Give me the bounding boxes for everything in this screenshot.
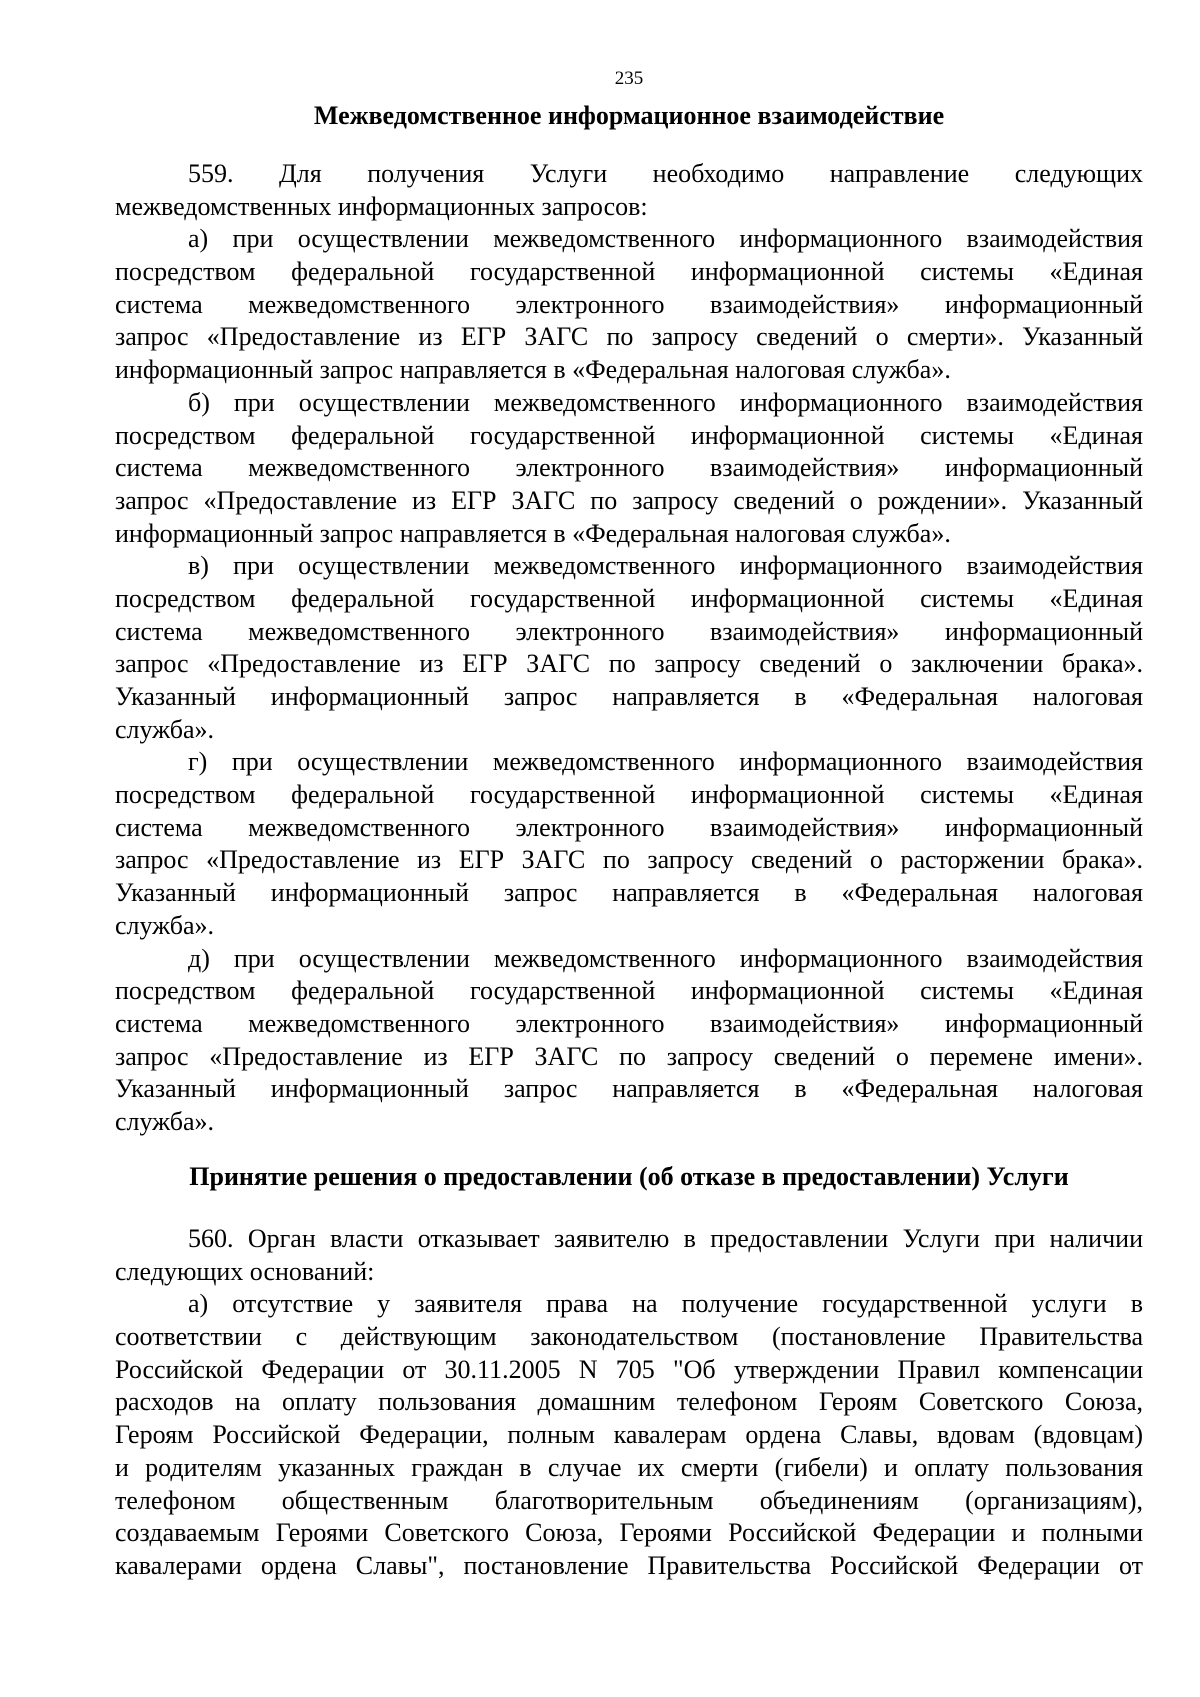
text-line: в) при осуществлении межведомственного информационного взаимодействия	[188, 551, 1143, 581]
text-line: телефоном общественным благотворительным объединениям (организациям),	[115, 1485, 1143, 1515]
text-line: посредством федеральной государственной информационной системы «Единая	[115, 976, 1143, 1006]
text-line: посредством федеральной государственной информационной системы «Единая	[115, 420, 1143, 450]
text-line: система межведомственного электронного взаимодействия» информационный	[115, 289, 1143, 319]
text-line: запрос «Предоставление из ЕГР ЗАГС по запросу сведений о смерти». Указанный	[115, 322, 1143, 352]
text-line: информационный запрос направляется в «Федеральная налоговая служба».	[115, 355, 951, 385]
text-line: служба».	[115, 1106, 215, 1136]
text-line: Указанный информационный запрос направляется в «Федеральная налоговая	[115, 878, 1143, 908]
text-line: система межведомственного электронного взаимодействия» информационный	[115, 616, 1143, 646]
text-line: система межведомственного электронного взаимодействия» информационный	[115, 453, 1143, 483]
section-heading-decision: Принятие решения о предоставлении (об отказе в предоставлении) Услуги	[189, 1162, 1069, 1191]
text-line: расходов на оплату пользования домашним телефоном Героям Советского Союза,	[115, 1387, 1143, 1417]
text-line: д) при осуществлении межведомственного информационного взаимодействия	[188, 943, 1143, 973]
text-line: Российской Федерации от 30.11.2005 N 705 "Об утверждении Правил компенсации	[115, 1354, 1143, 1384]
text-line: 559. Для получения Услуги необходимо направление следующих	[188, 159, 1143, 188]
text-line: межведомственных информационных запросов:	[115, 191, 648, 221]
text-line: Указанный информационный запрос направляется в «Федеральная налоговая	[115, 1074, 1143, 1104]
text-line: и родителям указанных граждан в случае их смерти (гибели) и оплату пользования	[115, 1452, 1143, 1482]
text-line: а) при осуществлении межведомственного информационного взаимодействия	[188, 224, 1143, 254]
text-line: Героям Российской Федерации, полным кавалерам ордена Славы, вдовам (вдовцам)	[115, 1420, 1143, 1450]
section-heading-interagency: Межведомственное информационное взаимодействие	[313, 101, 945, 130]
text-line: а) отсутствие у заявителя права на получение государственной услуги в	[188, 1289, 1143, 1319]
section-interagency-body	[115, 158, 1143, 1139]
text-line: запрос «Предоставление из ЕГР ЗАГС по запросу сведений о расторжении брака».	[115, 845, 1143, 875]
text-line: создаваемым Героями Советского Союза, Героями Российской Федерации и полными	[115, 1518, 1143, 1548]
text-line: Указанный информационный запрос направляется в «Федеральная налоговая	[115, 682, 1143, 711]
text-line: запрос «Предоставление из ЕГР ЗАГС по запросу сведений о заключении брака».	[115, 649, 1143, 679]
text-line: посредством федеральной государственной информационной системы «Единая	[115, 583, 1143, 613]
text-line: запрос «Предоставление из ЕГР ЗАГС по запросу сведений о перемене имени».	[115, 1041, 1143, 1071]
text-line: б) при осуществлении межведомственного информационного взаимодействия	[188, 387, 1143, 417]
text-line: служба».	[115, 910, 215, 940]
text-line: посредством федеральной государственной информационной системы «Единая	[115, 780, 1143, 810]
text-line: система межведомственного электронного взаимодействия» информационный	[115, 812, 1143, 842]
text-line: 560. Орган власти отказывает заявителю в предоставлении Услуги при наличии	[188, 1224, 1143, 1253]
text-line: г) при осуществлении межведомственного информационного взаимодействия	[188, 747, 1143, 777]
section-decision-body	[115, 1223, 1143, 1583]
text-line: кавалерами ордена Славы", постановление Правительства Российской Федерации от	[115, 1550, 1143, 1580]
text-line: запрос «Предоставление из ЕГР ЗАГС по запросу сведений о рождении». Указанный	[115, 485, 1143, 515]
page-number: 235	[614, 68, 644, 89]
text-line: соответствии с действующим законодательством (постановление Правительства	[115, 1322, 1143, 1352]
text-line: следующих оснований:	[115, 1256, 375, 1286]
text-line: информационный запрос направляется в «Федеральная налоговая служба».	[115, 518, 951, 548]
text-line: посредством федеральной государственной информационной системы «Единая	[115, 257, 1143, 287]
text-line: система межведомственного электронного взаимодействия» информационный	[115, 1008, 1143, 1038]
text-line: служба».	[115, 714, 215, 744]
